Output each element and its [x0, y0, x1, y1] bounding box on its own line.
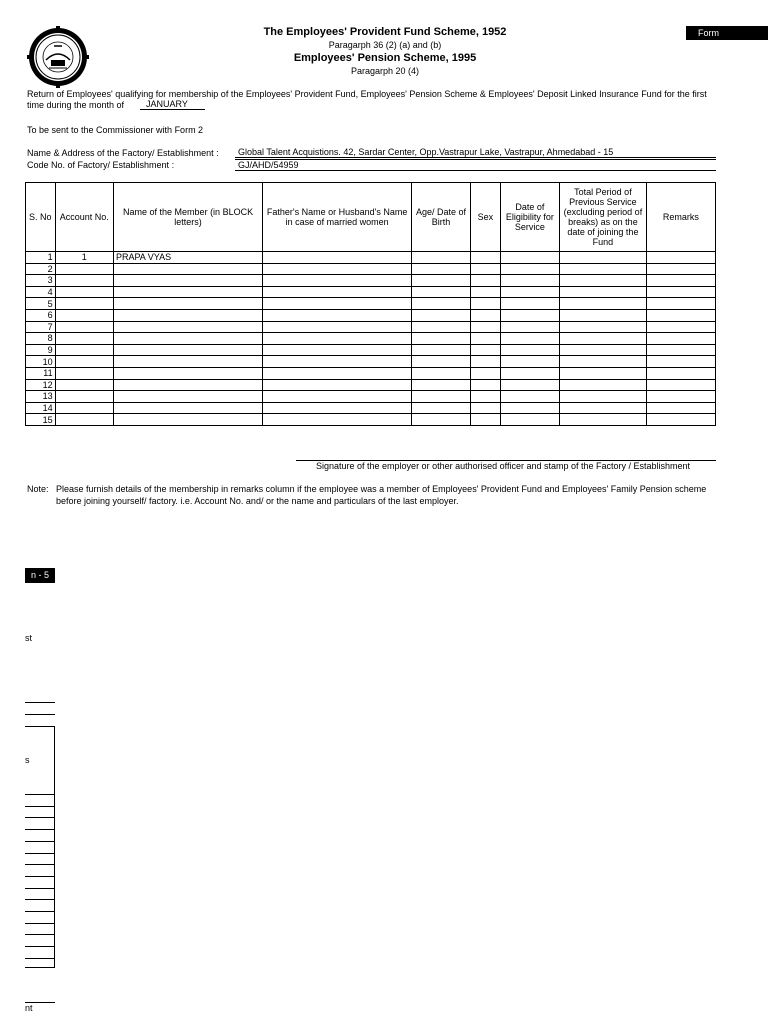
- adjacent-line: [25, 853, 55, 854]
- cell-age-dob: [412, 391, 471, 403]
- establishment-code-value: GJ/AHD/54959: [235, 159, 716, 171]
- cell-sex: [470, 367, 500, 379]
- cell-sno: 6: [26, 309, 56, 321]
- cell-remarks: [646, 344, 715, 356]
- cell-member-name: [113, 298, 262, 310]
- cell-member-name: [113, 344, 262, 356]
- cell-previous-service: [560, 356, 647, 368]
- header-remarks: Remarks: [646, 183, 715, 252]
- table-row: [26, 298, 716, 310]
- adjacent-form-badge: n - 5: [25, 568, 55, 583]
- cell-sex: [470, 391, 500, 403]
- cell-sex: [470, 321, 500, 333]
- cell-previous-service: [560, 321, 647, 333]
- cell-age-dob: [412, 414, 471, 426]
- cell-father-name: [263, 367, 412, 379]
- cell-previous-service: [560, 298, 647, 310]
- cell-eligibility-date: [500, 275, 559, 287]
- cell-account-no: [55, 309, 113, 321]
- table-row: [26, 391, 716, 403]
- cell-sno: 13: [26, 391, 56, 403]
- cell-father-name: [263, 275, 412, 287]
- cell-account-no: [55, 402, 113, 414]
- table-row: [26, 286, 716, 298]
- cell-age-dob: [412, 286, 471, 298]
- cell-account-no: [55, 356, 113, 368]
- table-header-row: [26, 183, 716, 252]
- cell-father-name: [263, 263, 412, 275]
- cell-account-no: [55, 379, 113, 391]
- cell-account-no: [55, 286, 113, 298]
- cell-previous-service: [560, 263, 647, 275]
- cell-member-name: [113, 333, 262, 345]
- table-row: [26, 275, 716, 287]
- cell-sex: [470, 344, 500, 356]
- header-member-name: Name of the Member (in BLOCK letters): [113, 183, 262, 252]
- adjacent-line: [25, 864, 55, 865]
- establishment-code-label: Code No. of Factory/ Establishment :: [27, 160, 175, 170]
- cell-account-no: [55, 333, 113, 345]
- cell-remarks: [646, 321, 715, 333]
- cell-eligibility-date: [500, 286, 559, 298]
- table-row: [26, 333, 716, 345]
- cell-eligibility-date: [500, 356, 559, 368]
- cell-sex: [470, 298, 500, 310]
- cell-remarks: [646, 309, 715, 321]
- cell-account-no: 1: [55, 252, 113, 264]
- cell-eligibility-date: [500, 344, 559, 356]
- adjacent-line: [25, 702, 55, 703]
- cell-eligibility-date: [500, 309, 559, 321]
- adjacent-line: [25, 714, 55, 715]
- cell-age-dob: [412, 379, 471, 391]
- cell-previous-service: [560, 344, 647, 356]
- cell-member-name: [113, 391, 262, 403]
- sent-to-text: To be sent to the Commissioner with Form 2: [27, 125, 204, 135]
- cell-account-no: [55, 344, 113, 356]
- adjacent-line: [25, 888, 55, 889]
- header-age-dob: Age/ Date of Birth: [412, 183, 471, 252]
- signature-caption: Signature of the employer or other authorised officer and stamp of the Factory / Establishment: [316, 461, 691, 471]
- table-row: [26, 402, 716, 414]
- header-sno: S. No: [26, 183, 56, 252]
- table-row: [26, 263, 716, 275]
- adjacent-line: [25, 806, 55, 807]
- cell-sex: [470, 414, 500, 426]
- cell-member-name: [113, 309, 262, 321]
- cell-sno: 3: [26, 275, 56, 287]
- cell-remarks: [646, 367, 715, 379]
- adjacent-text-fragment-1: st: [25, 633, 33, 643]
- adjacent-line: [25, 876, 55, 877]
- cell-remarks: [646, 298, 715, 310]
- cell-sno: 7: [26, 321, 56, 333]
- adjacent-line: [25, 958, 55, 959]
- cell-sex: [470, 263, 500, 275]
- cell-sex: [470, 379, 500, 391]
- cell-age-dob: [412, 309, 471, 321]
- cell-age-dob: [412, 263, 471, 275]
- cell-sno: 4: [26, 286, 56, 298]
- cell-previous-service: [560, 379, 647, 391]
- adjacent-line: [25, 911, 55, 912]
- cell-eligibility-date: [500, 298, 559, 310]
- scheme-title-epf: The Employees' Provident Fund Scheme, 1952: [263, 26, 507, 38]
- form-badge: Form: [686, 26, 768, 40]
- cell-sno: 5: [26, 298, 56, 310]
- cell-account-no: [55, 391, 113, 403]
- cell-sno: 10: [26, 356, 56, 368]
- cell-remarks: [646, 286, 715, 298]
- cell-father-name: [263, 309, 412, 321]
- members-table: [25, 182, 716, 426]
- cell-sno: 2: [26, 263, 56, 275]
- cell-account-no: [55, 414, 113, 426]
- cell-age-dob: [412, 344, 471, 356]
- cell-previous-service: [560, 414, 647, 426]
- cell-remarks: [646, 391, 715, 403]
- cell-remarks: [646, 356, 715, 368]
- cell-member-name: [113, 286, 262, 298]
- cell-eligibility-date: [500, 263, 559, 275]
- cell-father-name: [263, 321, 412, 333]
- cell-member-name: [113, 275, 262, 287]
- cell-account-no: [55, 321, 113, 333]
- cell-eligibility-date: [500, 252, 559, 264]
- cell-sno: 15: [26, 414, 56, 426]
- month-value: JANUARY: [140, 99, 205, 110]
- cell-age-dob: [412, 321, 471, 333]
- table-row: [26, 344, 716, 356]
- cell-previous-service: [560, 252, 647, 264]
- header-previous-service: Total Period of Previous Service (excluding period of breaks) as on the date of joining the Fund: [560, 183, 647, 252]
- cell-sex: [470, 402, 500, 414]
- cell-remarks: [646, 263, 715, 275]
- note-line-1: Please furnish details of the membership in remarks column if the employee was a member of Employees' Provident Fund and Employees' Family Pension scheme: [56, 484, 707, 494]
- cell-member-name: [113, 263, 262, 275]
- cell-sno: 1: [26, 252, 56, 264]
- cell-previous-service: [560, 275, 647, 287]
- adjacent-line: [25, 923, 55, 924]
- cell-age-dob: [412, 298, 471, 310]
- cell-age-dob: [412, 402, 471, 414]
- paragraph-ref-eps: Paragarph 20 (4): [350, 66, 420, 76]
- cell-sex: [470, 333, 500, 345]
- cell-member-name: [113, 356, 262, 368]
- cell-father-name: [263, 333, 412, 345]
- cell-age-dob: [412, 275, 471, 287]
- cell-previous-service: [560, 402, 647, 414]
- cell-eligibility-date: [500, 402, 559, 414]
- cell-eligibility-date: [500, 379, 559, 391]
- cell-previous-service: [560, 286, 647, 298]
- cell-remarks: [646, 275, 715, 287]
- cell-member-name: [113, 379, 262, 391]
- cell-father-name: [263, 356, 412, 368]
- header-father-husband-name: Father's Name or Husband's Name in case of married women: [263, 183, 412, 252]
- cell-sex: [470, 356, 500, 368]
- table-row: [26, 367, 716, 379]
- cell-remarks: [646, 414, 715, 426]
- cell-account-no: [55, 263, 113, 275]
- intro-line-1: Return of Employees' qualifying for membership of the Employees' Provident Fund, Employees' Pension Scheme & Employees' Deposit Linked Insurance Fund for the first: [27, 89, 707, 99]
- paragraph-ref-epf: Paragarph 36 (2) (a) and (b): [328, 40, 442, 50]
- cell-sex: [470, 275, 500, 287]
- adjacent-line: [25, 817, 55, 818]
- adjacent-line: [25, 946, 55, 947]
- cell-eligibility-date: [500, 414, 559, 426]
- table-row: [26, 309, 716, 321]
- cell-father-name: [263, 252, 412, 264]
- cell-member-name: PRAPA VYAS: [113, 252, 262, 264]
- cell-remarks: [646, 379, 715, 391]
- cell-previous-service: [560, 391, 647, 403]
- cell-sno: 14: [26, 402, 56, 414]
- cell-age-dob: [412, 356, 471, 368]
- cell-sno: 11: [26, 367, 56, 379]
- cell-age-dob: [412, 333, 471, 345]
- cell-eligibility-date: [500, 391, 559, 403]
- adjacent-line: [25, 841, 55, 842]
- cell-sex: [470, 309, 500, 321]
- note-line-2: before joining yourself/ factory. i.e. Account No. and/ or the name and particulars of the last employer.: [56, 496, 459, 506]
- cell-father-name: [263, 414, 412, 426]
- adjacent-line: [25, 899, 55, 900]
- cell-member-name: [113, 367, 262, 379]
- cell-member-name: [113, 414, 262, 426]
- cell-sno: 8: [26, 333, 56, 345]
- establishment-name-label: Name & Address of the Factory/ Establishment :: [27, 148, 219, 158]
- cell-member-name: [113, 321, 262, 333]
- cell-remarks: [646, 333, 715, 345]
- cell-father-name: [263, 286, 412, 298]
- cell-sno: 9: [26, 344, 56, 356]
- establishment-name-value: Global Talent Acquistions. 42, Sardar Center, Opp.Vastrapur Lake, Vastrapur, Ahmedabad - 15: [235, 147, 716, 158]
- adjacent-text-fragment-2: s: [25, 755, 30, 765]
- cell-father-name: [263, 298, 412, 310]
- header-sex: Sex: [470, 183, 500, 252]
- adjacent-line: [25, 794, 55, 795]
- cell-account-no: [55, 367, 113, 379]
- scheme-title-eps: Employees' Pension Scheme, 1995: [293, 52, 477, 64]
- cell-eligibility-date: [500, 321, 559, 333]
- cell-account-no: [55, 298, 113, 310]
- cell-remarks: [646, 252, 715, 264]
- cell-previous-service: [560, 367, 647, 379]
- adjacent-line: [25, 934, 55, 935]
- cell-remarks: [646, 402, 715, 414]
- cell-age-dob: [412, 367, 471, 379]
- adjacent-line: [25, 829, 55, 830]
- cell-sno: 12: [26, 379, 56, 391]
- intro-line-2-prefix: time during the month of: [27, 100, 125, 110]
- cell-eligibility-date: [500, 333, 559, 345]
- cell-eligibility-date: [500, 367, 559, 379]
- cell-sex: [470, 286, 500, 298]
- table-row: [26, 379, 716, 391]
- cell-member-name: [113, 402, 262, 414]
- table-row: [26, 321, 716, 333]
- note-label: Note:: [27, 484, 49, 494]
- cell-previous-service: [560, 309, 647, 321]
- cell-age-dob: [412, 252, 471, 264]
- cell-account-no: [55, 275, 113, 287]
- table-row: [26, 414, 716, 426]
- header-eligibility-date: Date of Eligibility for Service: [500, 183, 559, 252]
- table-row: [26, 356, 716, 368]
- cell-previous-service: [560, 333, 647, 345]
- table-row: [26, 252, 716, 264]
- header-account-no: Account No.: [55, 183, 113, 252]
- cell-father-name: [263, 379, 412, 391]
- cell-sex: [470, 252, 500, 264]
- cell-father-name: [263, 344, 412, 356]
- adjacent-text-fragment-3: nt: [25, 1003, 33, 1013]
- cell-father-name: [263, 402, 412, 414]
- cell-father-name: [263, 391, 412, 403]
